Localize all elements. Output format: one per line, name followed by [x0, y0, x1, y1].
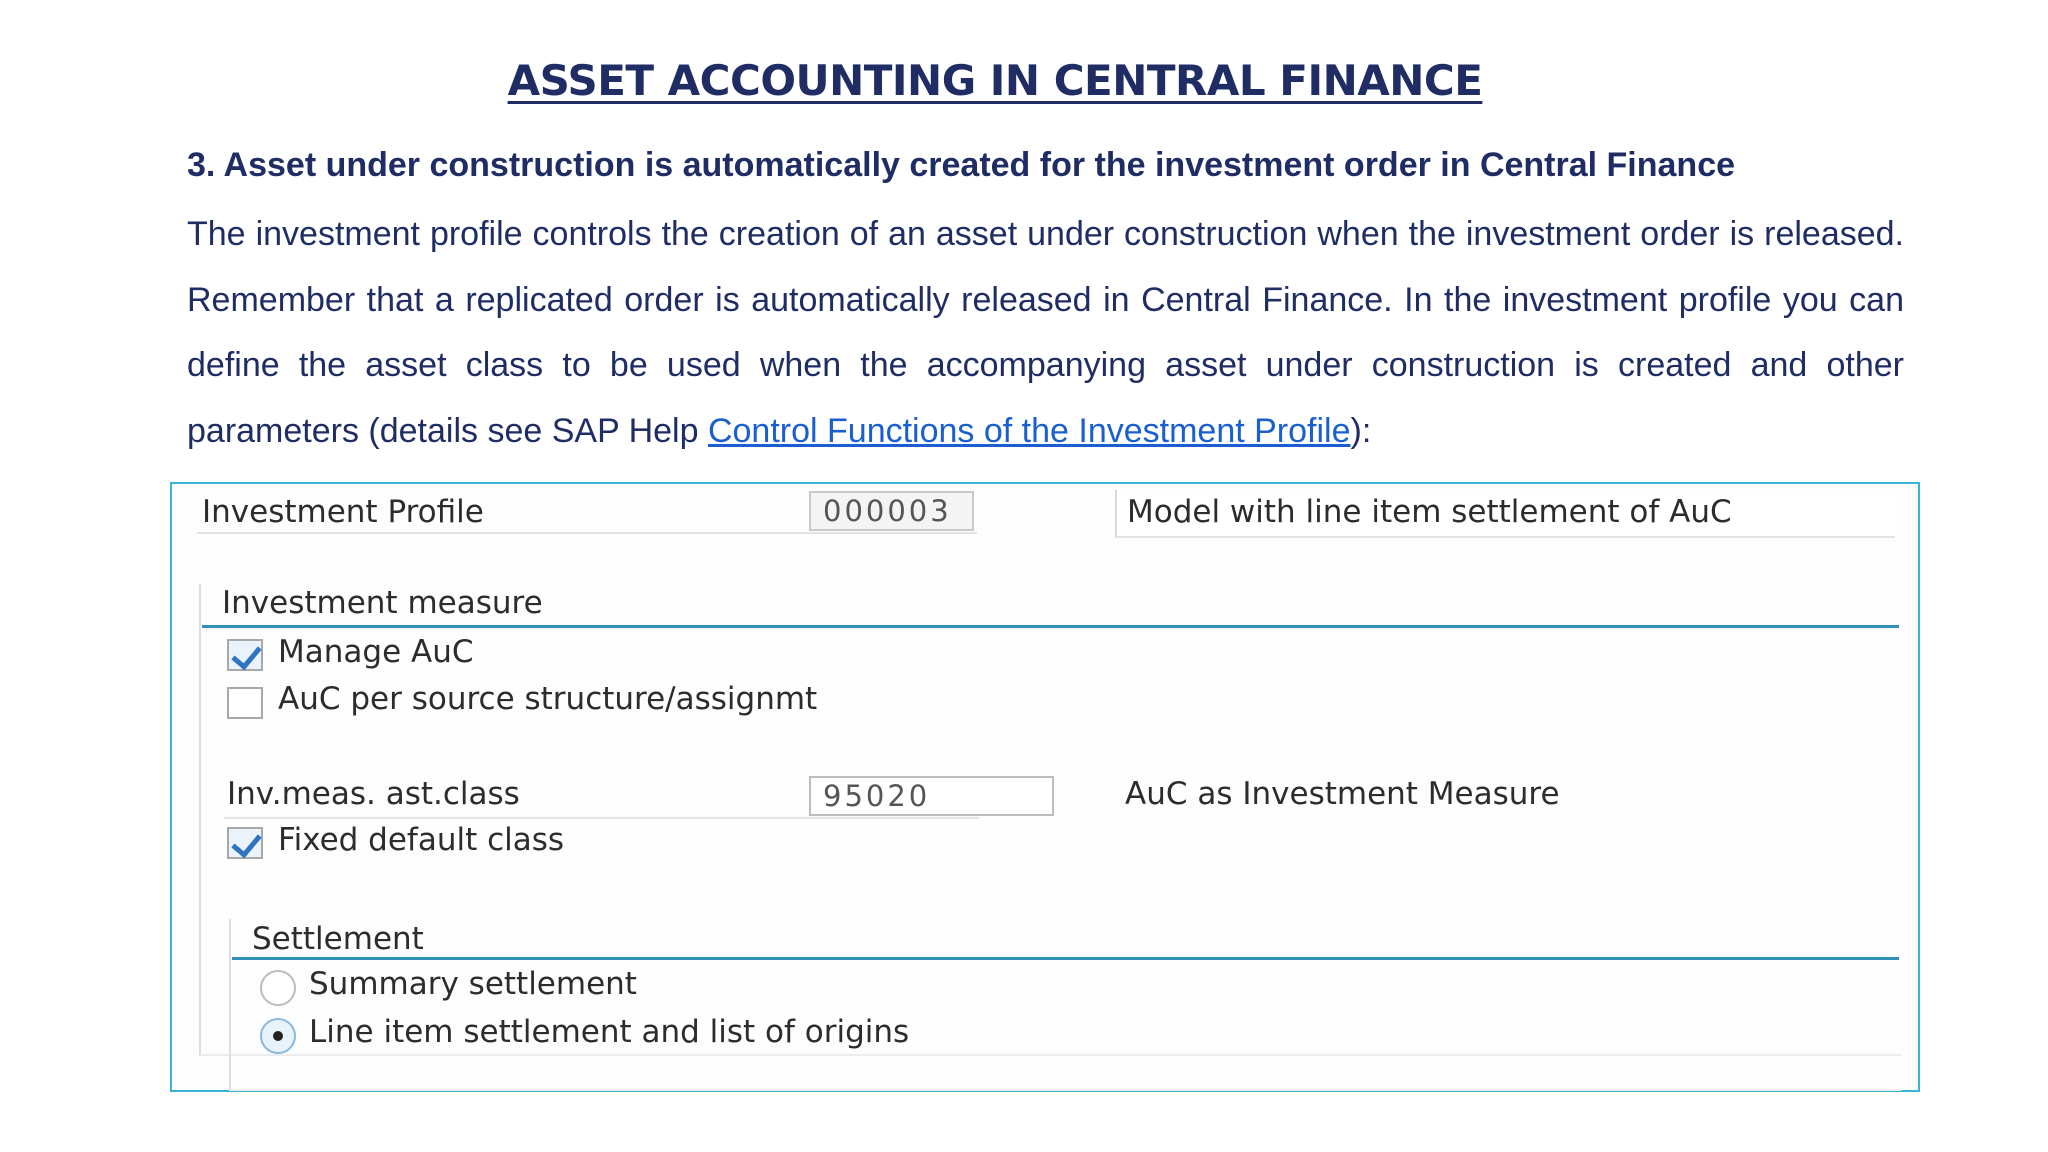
paragraph-text: The investment profile controls the creation of an asset under construction when the investment order is released. Remember that a replicated order is automatically released in Central Finance. In the investment profile you can define the asset class to be used when the accompanying asset under construction is created and other parameters (details see SAP Help [187, 215, 1904, 450]
summary-settlement-label: Summary settlement [309, 966, 637, 1002]
page-title: ASSET ACCOUNTING IN CENTRAL FINANCE [507, 56, 1483, 105]
section-heading: 3. Asset under construction is automatically created for the investment order in Central Finance [187, 146, 1736, 184]
manage-auc-checkbox[interactable] [227, 639, 263, 671]
settlement-title: Settlement [252, 921, 424, 957]
manage-auc-label: Manage AuC [278, 634, 474, 670]
profile-description-field: Model with line item settlement of AuC [1115, 490, 1895, 538]
line-item-settlement-label: Line item settlement and list of origins [309, 1014, 910, 1050]
investment-profile-field[interactable]: 000003 [809, 491, 974, 531]
sap-screenshot-panel [170, 482, 1920, 1092]
asset-class-input[interactable]: 95020 [809, 776, 1054, 816]
auc-per-source-label: AuC per source structure/assignmt [278, 681, 818, 717]
auc-per-source-checkbox[interactable] [227, 687, 263, 719]
sap-help-link[interactable]: Control Functions of the Investment Profile [707, 411, 1351, 450]
row-underline [224, 817, 979, 819]
line-item-settlement-radio[interactable] [260, 1018, 296, 1054]
investment-measure-title: Investment measure [222, 585, 543, 621]
body-paragraph [187, 202, 1904, 464]
settlement-group [229, 919, 1901, 1091]
paragraph-suffix: ): [1350, 411, 1372, 450]
investment-measure-divider [202, 625, 1899, 628]
investment-profile-label: Investment Profile [202, 494, 484, 530]
row-underline [197, 532, 977, 534]
fixed-default-class-label: Fixed default class [278, 822, 565, 858]
settlement-divider [232, 957, 1899, 960]
asset-class-label: Inv.meas. ast.class [227, 776, 520, 812]
fixed-default-class-checkbox[interactable] [227, 827, 263, 859]
summary-settlement-radio[interactable] [260, 970, 296, 1006]
asset-class-description: AuC as Investment Measure [1125, 776, 1560, 812]
